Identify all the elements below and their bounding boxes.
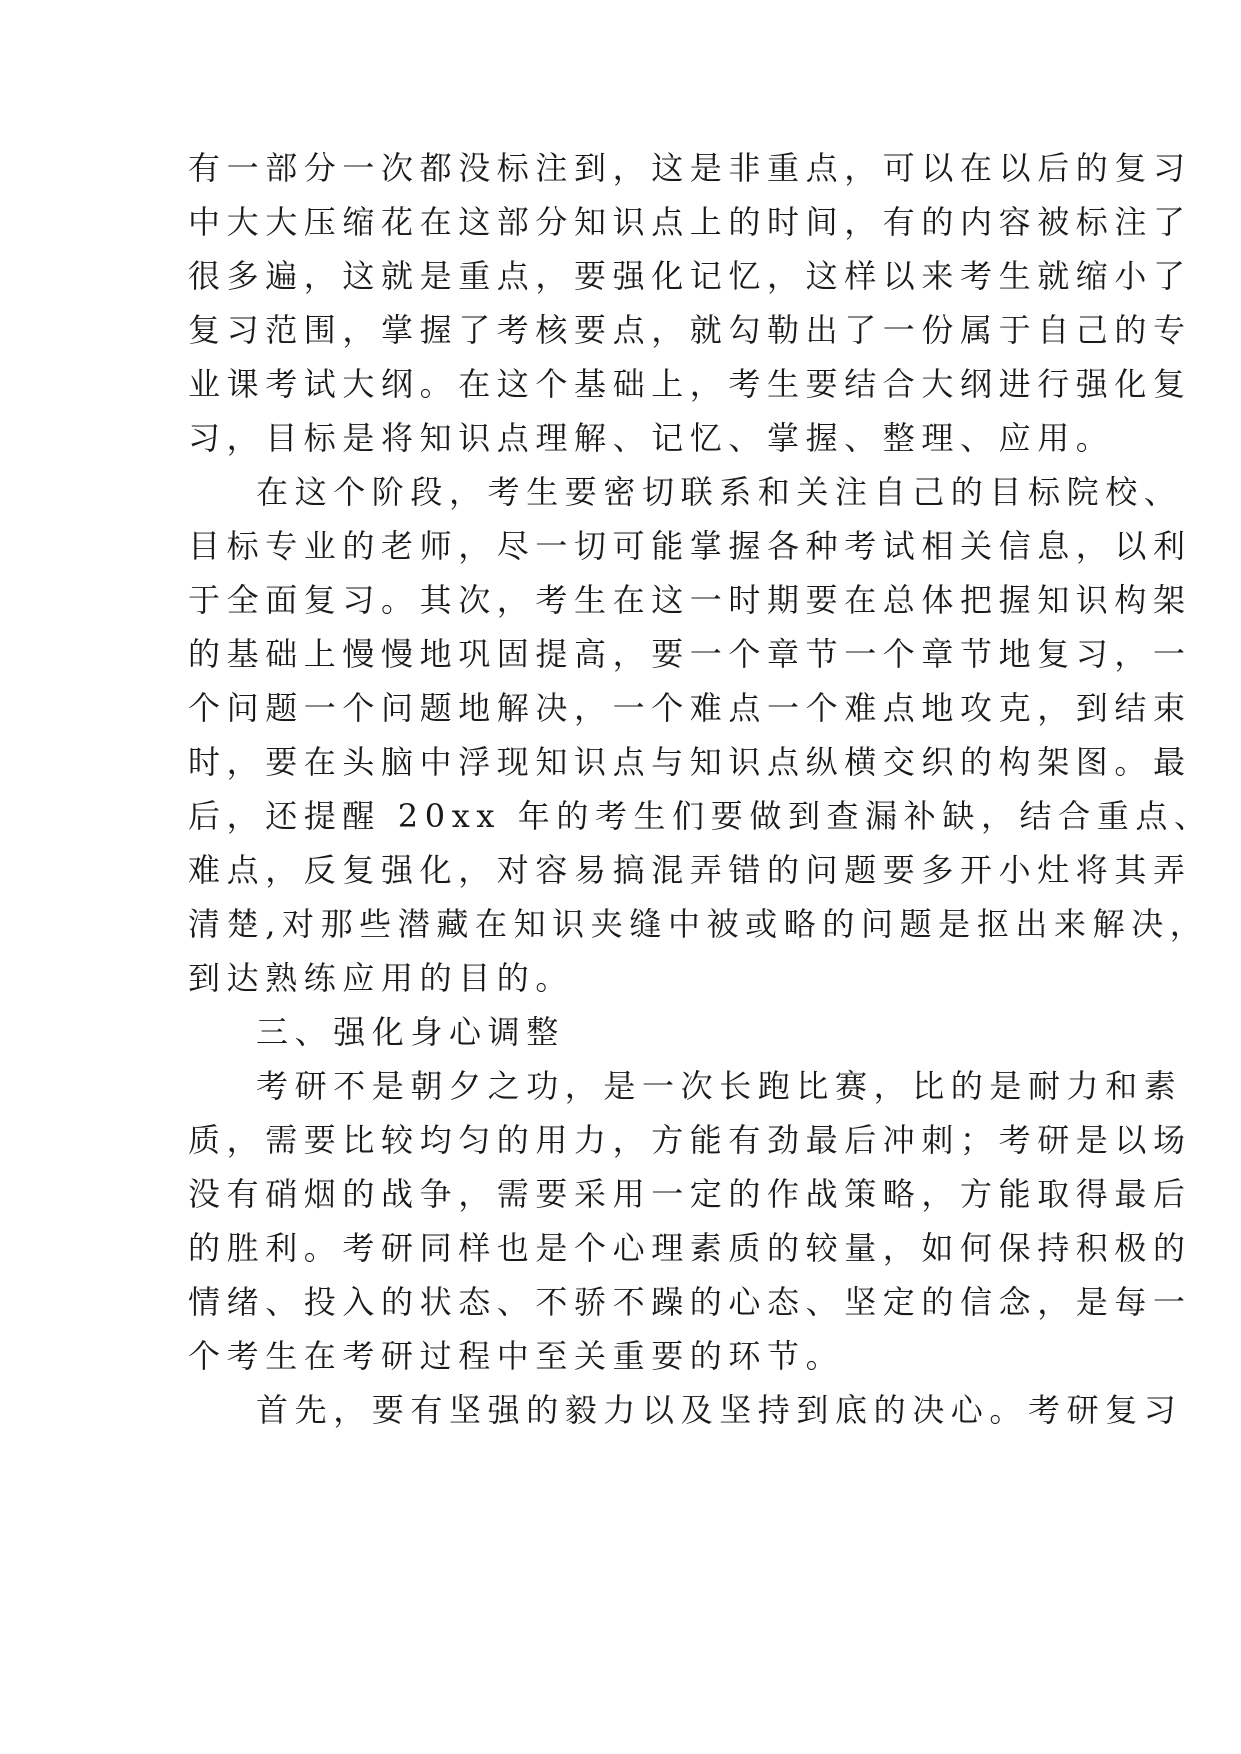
- paragraph-line: 没有硝烟的战争，需要采用一定的作战策略，方能取得最后: [188, 1175, 1192, 1213]
- paragraph-line: 后，还提醒 20xx 年的考生们要做到查漏补缺，结合重点、: [188, 797, 1213, 835]
- paragraph-line: 时，要在头脑中浮现知识点与知识点纵横交织的构架图。最: [188, 743, 1192, 781]
- paragraph-first-line: 首先，要有坚强的毅力以及坚持到底的决心。考研复习: [256, 1391, 1183, 1429]
- paragraph-line: 很多遍，这就是重点，要强化记忆，这样以来考生就缩小了: [188, 257, 1192, 295]
- paragraph-line: 难点，反复强化，对容易搞混弄错的问题要多开小灶将其弄: [188, 851, 1192, 889]
- paragraph-line: 目标专业的老师，尽一切可能掌握各种考试相关信息，以利: [188, 527, 1192, 565]
- paragraph-line: 个问题一个问题地解决，一个难点一个难点地攻克，到结束: [188, 689, 1192, 727]
- paragraph-line: 的基础上慢慢地巩固提高，要一个章节一个章节地复习，一: [188, 635, 1192, 673]
- paragraph-line: 于全面复习。其次，考生在这一时期要在总体把握知识构架: [188, 581, 1192, 619]
- paragraph-first-line: 考研不是朝夕之功，是一次长跑比赛，比的是耐力和素: [256, 1067, 1183, 1105]
- paragraph-line: 有一部分一次都没标注到，这是非重点，可以在以后的复习: [188, 149, 1192, 187]
- paragraph-line: 到达熟练应用的目的。: [188, 959, 575, 997]
- paragraph-line: 清楚,对那些潜藏在知识夹缝中被或略的问题是抠出来解决，: [188, 905, 1209, 943]
- paragraph-line: 质，需要比较均匀的用力，方能有劲最后冲刺；考研是以场: [188, 1121, 1192, 1159]
- paragraph-line: 个考生在考研过程中至关重要的环节。: [188, 1337, 845, 1375]
- paragraph-line: 中大大压缩花在这部分知识点上的时间，有的内容被标注了: [188, 203, 1192, 241]
- paragraph-line: 复习范围，掌握了考核要点，就勾勒出了一份属于自己的专: [188, 311, 1192, 349]
- section-heading: 三、强化身心调整: [256, 1013, 565, 1051]
- paragraph-line: 情绪、投入的状态、不骄不躁的心态、坚定的信念，是每一: [188, 1283, 1192, 1321]
- paragraph-line: 习，目标是将知识点理解、记忆、掌握、整理、应用。: [188, 419, 1115, 457]
- paragraph-line: 业课考试大纲。在这个基础上，考生要结合大纲进行强化复: [188, 365, 1192, 403]
- paragraph-first-line: 在这个阶段，考生要密切联系和关注自己的目标院校、: [256, 473, 1183, 511]
- paragraph-line: 的胜利。考研同样也是个心理素质的较量，如何保持积极的: [188, 1229, 1192, 1267]
